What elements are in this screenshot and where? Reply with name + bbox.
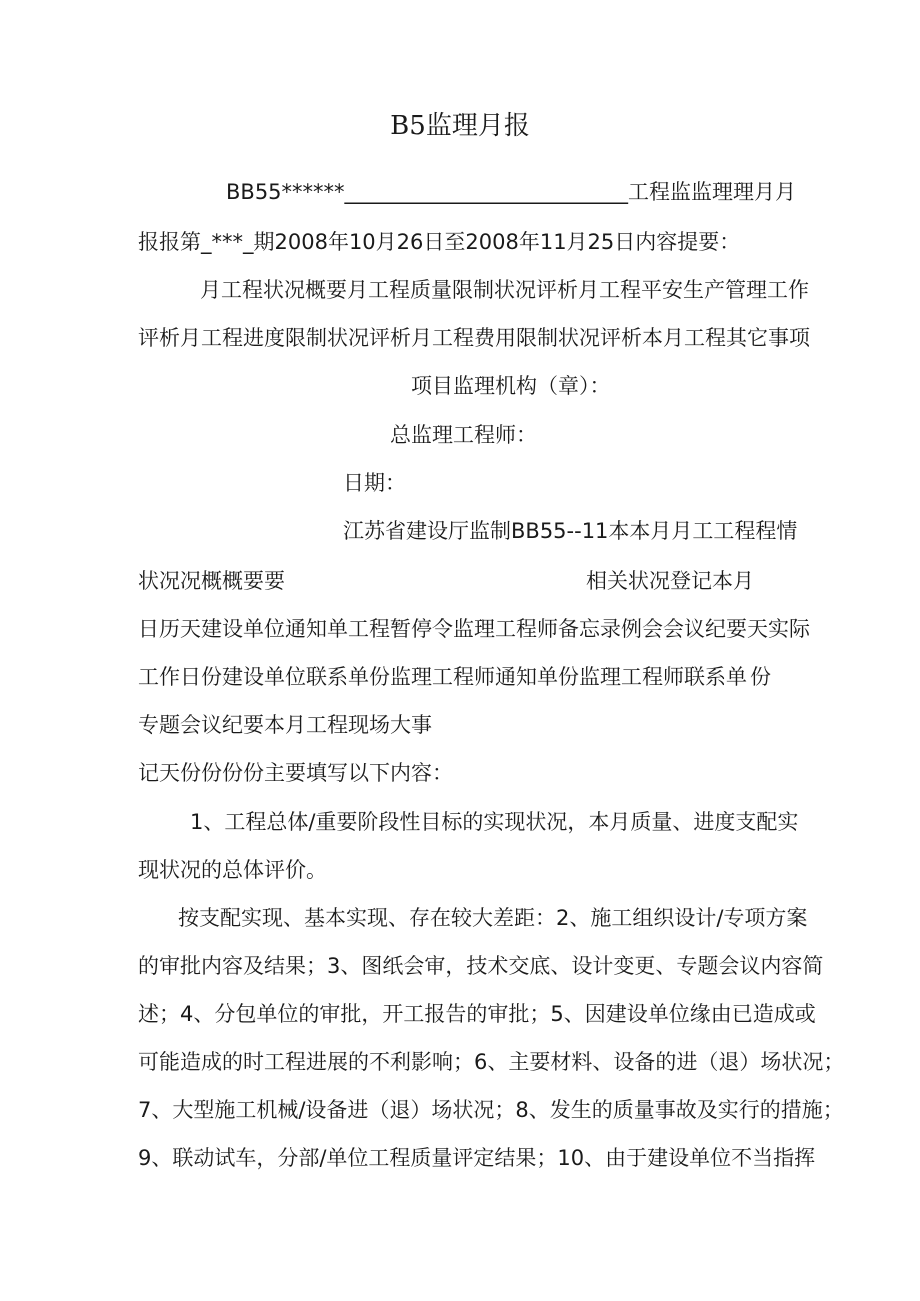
item-1-line-1: 1、工程总体/重要阶段性目标的实现状况，本月质量、进度支配实 [190, 810, 799, 834]
summary-line-1: 月工程状况概要月工程质量限制状况评析月工程平安生产管理工作 [200, 278, 809, 302]
record-line-2: 工作日份建设单位联系单份监理工程师通知单份监理工程师联系单 [138, 665, 747, 689]
report-period-line: 报报第_***_期2008年10月26日至2008年11月25日内容提要： [138, 230, 741, 254]
body-line-5: 7、大型施工机械/设备进（退）场状况；8、发生的质量事故及实行的措施； [138, 1098, 844, 1122]
status-summary-left: 状况况概概要要 [138, 569, 285, 593]
record-line-3: 专题会议纪要本月工程现场大事 [138, 713, 432, 737]
org-seal-label: 项目监理机构（章）： [411, 374, 611, 398]
record-line-2-unit: 份 [750, 665, 771, 689]
report-code: BB55****** [226, 180, 345, 204]
date-label: 日期： [343, 471, 406, 495]
record-line-1: 日历天建设单位通知单工程暂停令监理工程师备忘录例会会议纪要天实际 [138, 617, 810, 641]
body-line-3: 述；4、分包单位的审批，开工报告的审批；5、因建设单位缘由已造成或 [138, 1002, 816, 1026]
item-1-line-2: 现状况的总体评价。 [138, 858, 327, 882]
body-line-2: 的审批内容及结果；3、图纸会审，技术交底、设计变更、专题会议内容简 [138, 954, 824, 978]
body-line-6: 9、联动试车，分部/单位工程质量评定结果；10、由于建设单位不当指挥 [138, 1146, 816, 1170]
record-line-4: 记天份份份份主要填写以下内容： [138, 761, 453, 785]
issuer-line: 江苏省建设厅监制BB55--11本本月月工工程程情 [343, 519, 798, 543]
document-title: B5监理月报 [390, 111, 530, 141]
report-header-line [226, 177, 797, 207]
report-header-tail: 工程监监理理月月 [628, 180, 797, 204]
chief-engineer-label: 总监理工程师： [390, 423, 537, 447]
status-summary-right: 相关状况登记本月 [586, 569, 754, 593]
summary-line-2: 评析月工程进度限制状况评析月工程费用限制状况评析本月工程其它事项 [138, 326, 810, 350]
body-line-1: 按支配实现、基本实现、存在较大差距：2、施工组织设计/专项方案 [178, 906, 808, 930]
body-line-4: 可能造成的时工程进展的不利影响；6、主要材料、设备的进（退）场状况； [138, 1050, 845, 1074]
project-name-blank: ___________________________ [344, 180, 629, 204]
